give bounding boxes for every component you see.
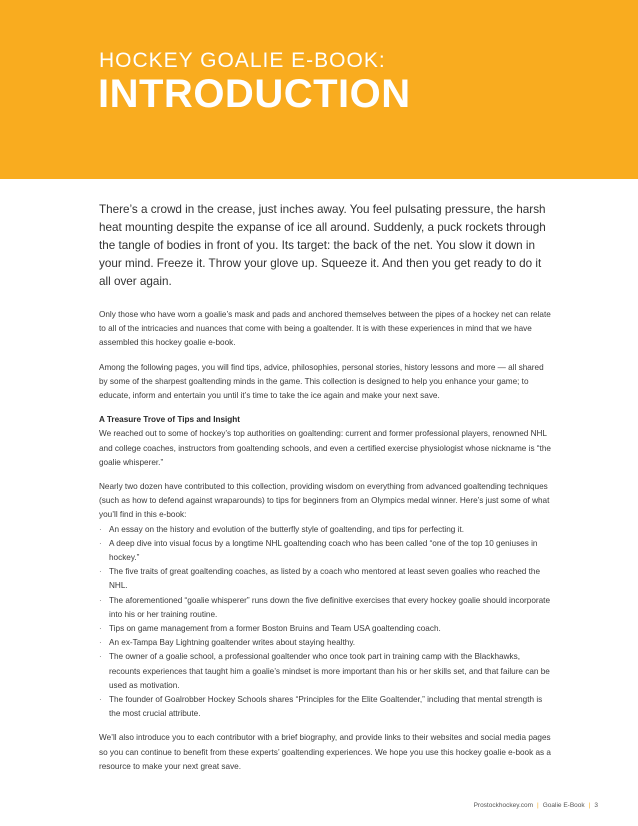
list-item: · An essay on the history and evolution of the butterfly style of goaltending, and tips for perfecting it. [99,523,551,537]
list-item: · A deep dive into visual focus by a longtime NHL goaltending coach who has been called “one of the top 10 geniuses in hockey.” [99,537,551,565]
page-footer [474,802,598,809]
header-banner [0,0,638,179]
footer-separator: | [537,802,539,809]
list-item: · The owner of a goalie school, a professional goaltender who once took part in training camp with the Blackhawks, recounts experiences that taught him a goalie’s mindset is more important than his or her skills set, and that failure can be used as motivation. [99,650,551,693]
paragraph-5: We’ll also introduce you to each contributor with a brief biography, and provide links to their websites and social media pages so you can continue to benefit from these experts’ goaltending experiences. We hope you use this hockey goalie e-book as a resource to make your next great save. [99,733,551,771]
paragraph-3: We reached out to some of hockey’s top authorities on goaltending: current and former professional players, renowned NHL and college coaches, instructors from goaltending schools, and even a certified exercise physiologist whose nickname is “the goalie whisperer.” [99,429,551,467]
article-body [99,201,551,784]
list-item: · The five traits of great goaltending coaches, as listed by a coach who mentored at least seven goalies who reached the NHL. [99,565,551,593]
list-item: · The aforementioned “goalie whisperer” runs down the five definitive exercises that every hockey goalie should incorporate into his or her training routine. [99,594,551,622]
list-item: · Tips on game management from a former Boston Bruins and Team USA goaltending coach. [99,622,551,636]
list-item: · An ex-Tampa Bay Lightning goaltender writes about staying healthy. [99,636,551,650]
ebook-kicker: HOCKEY GOALIE E-BOOK: [99,49,386,72]
paragraph-1: Only those who have worn a goalie’s mask and pads and anchored themselves between the pipes of a hockey net can relate to all of the intricacies and nuances that come with being a goaltender. It is with these experiences in mind that we have assembled this hockey goalie e-book. [99,310,551,348]
footer-book-title: Goalie E-Book [542,802,585,809]
contents-list [99,523,551,722]
list-item: · The founder of Goalrobber Hockey Schools shares “Principles for the Elite Goaltender,” including that mental strength is the most crucial attribute. [99,693,551,721]
section-heading: A Treasure Trove of Tips and Insight [99,415,241,425]
page-number: 3 [594,802,598,809]
paragraph-4: Nearly two dozen have contributed to this collection, providing wisdom on everything from advanced goaltending techniques (such as how to defend against wraparounds) to tips for beginners from an Olympics medal winner. Here’s just some of what you’ll find in this e-book: [99,482,550,520]
page-title: INTRODUCTION [98,72,411,116]
footer-site-link[interactable]: Prostockhockey.com [473,802,534,809]
lead-paragraph: There’s a crowd in the crease, just inches away. You feel pulsating pressure, the harsh heat mounting despite the expanse of ice all around. Suddenly, a puck rockets through the tangle of bodies in front of you. Its target: the back of the net. You slow it down in your mind. Freeze it. Throw your glove up. Squeeze it. And then you get ready to do it all over again. [99,203,546,288]
paragraph-2: Among the following pages, you will find tips, advice, philosophies, personal stories, history lessons and more — all shared by some of the sharpest goaltending minds in the game. This collection is designed to help you enhance your game; to educate, inform and entertain you until it’s time to take the ice again and make your next save. [99,362,544,401]
footer-separator: | [588,802,591,809]
